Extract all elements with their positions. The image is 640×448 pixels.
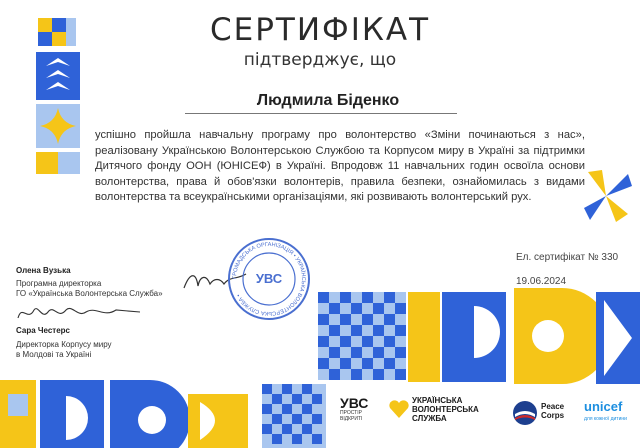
peace-corps-flag-icon — [512, 400, 538, 426]
certificate-subtitle: підтверджує, що — [243, 50, 397, 70]
uvs-full-logo — [412, 396, 504, 423]
peace-corps-line2: Corps — [541, 411, 565, 420]
stamp-center-text: УВС — [255, 271, 283, 286]
unicef-label: unicef — [584, 399, 623, 414]
peace-corps-logo — [541, 402, 581, 420]
signatory-1-role-line1: Програмна директорка — [16, 279, 102, 288]
signatory-2-role-line1: Директорка Корпусу миру — [16, 340, 112, 349]
recipient-name: Людмила Біденко — [256, 92, 400, 109]
signatory-2-role-line2: в Молдові та Україні — [16, 350, 92, 359]
unicef-logo — [584, 398, 640, 422]
uvs-full-line2: ВОЛОНТЕРСЬКА — [412, 405, 479, 414]
certificate-number-value: 330 — [601, 252, 619, 263]
certificate-body: успішно пройшла навчальну програму про волонтерство «Зміни починаються з нас», реалізовану Українською Волонтерською Службою та Корпусом миру в Україні за підтримки Дитячого фонду ООН (ЮНІСЕФ) в Україні. Впродовж 11 навчальних годин освоїла основи волонтерства, права й обов'язки волонтерів, правила безпеки, ознайомилась з видами волонтерства та всеукраїнськими організаціями, які розвивають волонтерський рух. — [95, 129, 585, 204]
uvs-full-line3: СЛУЖБА — [412, 414, 447, 423]
certificate-date: 19.06.2024 — [516, 276, 567, 287]
uvs-full-line1: УКРАЇНСЬКА — [412, 396, 463, 405]
certificate-number — [516, 252, 618, 263]
uvs-short-label: УВС — [340, 395, 369, 411]
signatory-1-name: Олена Вузька — [16, 266, 71, 275]
certificate-number-label: Ел. сертифікат № — [516, 252, 599, 263]
signatory-2-name: Сара Честерс — [16, 326, 70, 335]
unicef-tagline: для кожної дитини — [584, 416, 627, 422]
recipient-underline — [185, 113, 457, 114]
heart-icon — [388, 398, 410, 420]
certificate-title: СЕРТИФІКАТ — [209, 12, 431, 48]
uvs-sub-label-1: ПРОСТІР — [340, 410, 362, 416]
signatory-1-role-line2: ГО «Українська Волонтерська Служба» — [16, 289, 163, 298]
uvs-sub-label-2: ВІДКРИТІ — [340, 416, 363, 422]
signature-2 — [14, 300, 144, 328]
organization-stamp — [226, 236, 312, 322]
stamp-ring-text: ГРОМАДСЬКА ОРГАНІЗАЦІЯ • УКРАЇНСЬКА ВОЛОНТЕРСЬКА СЛУЖБА • — [231, 241, 307, 317]
peace-corps-line1: Peace — [541, 402, 565, 411]
signatory-2-role — [16, 340, 196, 360]
uvs-space-logo — [340, 396, 384, 422]
signatory-1-role — [16, 279, 196, 299]
